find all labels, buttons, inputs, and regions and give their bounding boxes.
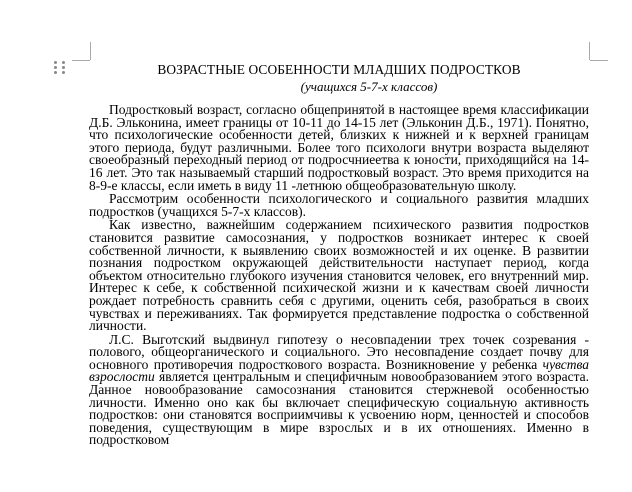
crop-mark-top-left [72, 60, 90, 61]
paragraph-4-after: является центральным и специфичным новообразованием этого возраста. Данное новообразование самосознания становится стержневой особенностью личности. Именно оно как бы включает специфическую социальную активность подростков: они становятся восприимчивы к усвоению норм, ценностей и способов поведения, существующим в мире взрослых и в их отношениях. Именно в подростковом [89, 369, 589, 448]
paragraph-3: Как известно, важнейшим содержанием психического развития подростков становится развитие самосознания, у подростков возникает интерес к своей собственной личности, к выявлению своих возможностей и их оценке. В развитии познания подростком окружающей действительности наступает период, когда объектом относительно глубокого изучения становится человек, его внутренний мир. Интерес к себе, к собственной психической жизни и к качествам своей личности рождает потребность сравнить себя с другими, оценить себя, разобраться в своих чувствах и переживаниях. Так формируется представление подростка о собственной личности. [89, 217, 589, 334]
paragraph-2: Рассмотрим особенности психологического и социального развития младших подростков (учащихся 5-7-х классов). [89, 191, 589, 219]
crop-mark-top-right [590, 60, 608, 61]
drag-handle-icon[interactable] [54, 61, 66, 75]
document-title: ВОЗРАСТНЫЕ ОСОБЕННОСТИ МЛАДШИХ ПОДРОСТКОВ [157, 62, 521, 77]
paragraph-4-emphasis: чувства взрослости [89, 356, 589, 385]
paragraph-4 [89, 331, 589, 448]
document-body [89, 62, 589, 447]
document-subtitle: (учащихся 5-7-х классов) [300, 79, 438, 94]
paragraph-1: Подростковый возраст, согласно общепринятой в настоящее время классификации Д.Б. Эльконина, имеет границы от 10-11 до 14-15 лет (Эльконин Д.Б., 1971). Понятно, что психологические особенности детей, близких к нижней и к верхней границам этого периода, будут различными. Более того психологи внутри возраста выделяют своеобразный переходный период от подросчниеетва к юности, приходящийся на 14-16 лет. Это так называемый старший подростковый возраст. Это время приходится на 8-9-е классы, если иметь в виду 11 -летнюю общеобразовательную школу. [89, 102, 589, 193]
paragraph-4-before: Л.С. Выготский выдвинул гипотезу о несовпадении трех точек созревания - полового, общеорганического и социального. Это несовпадение создает почву для основного противоречия подросткового возраста. Возникновение у ребенка [89, 331, 589, 372]
crop-mark-top-left-vertical [90, 42, 91, 60]
crop-mark-top-right-vertical [589, 42, 590, 60]
